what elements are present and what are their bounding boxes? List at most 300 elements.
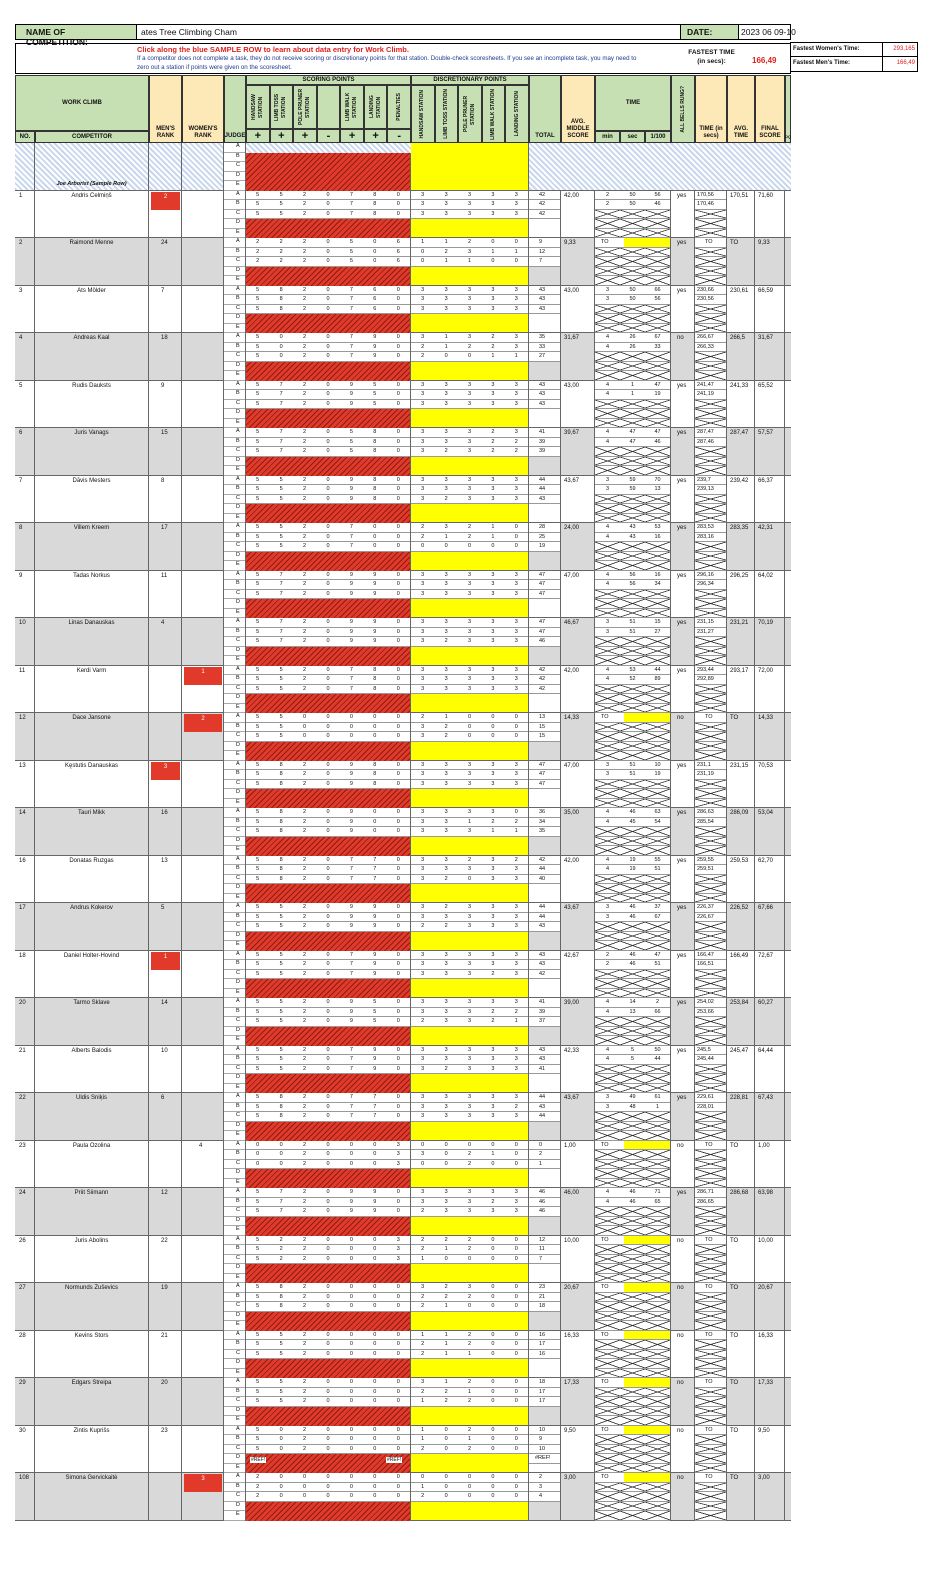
- score-value[interactable]: 0: [349, 1436, 353, 1442]
- discretionary-value[interactable]: 3: [444, 913, 448, 920]
- time-part[interactable]: 4: [595, 865, 620, 874]
- score-value[interactable]: 0: [396, 1379, 400, 1385]
- discretionary-value[interactable]: 2: [491, 970, 495, 977]
- time-part[interactable]: 51: [620, 628, 645, 637]
- score-value[interactable]: 5: [256, 448, 260, 454]
- time-part[interactable]: 89: [645, 675, 670, 684]
- score-value[interactable]: 0: [326, 714, 330, 720]
- discretionary-cells[interactable]: [411, 476, 529, 523]
- score-value[interactable]: 0: [396, 210, 400, 217]
- discretionary-value[interactable]: 3: [491, 904, 495, 910]
- discretionary-value[interactable]: 3: [467, 296, 472, 302]
- time-part[interactable]: 51: [620, 618, 645, 627]
- discretionary-cells[interactable]: [411, 903, 529, 950]
- discretionary-value[interactable]: 2: [467, 1331, 472, 1338]
- score-value[interactable]: 8: [279, 286, 283, 293]
- discretionary-value[interactable]: 3: [467, 581, 472, 587]
- discretionary-value[interactable]: 0: [514, 1255, 518, 1262]
- score-value[interactable]: 0: [326, 1094, 330, 1100]
- score-value[interactable]: 0: [326, 533, 330, 540]
- scoring-cells[interactable]: [246, 1378, 411, 1425]
- bells-rung[interactable]: no: [671, 333, 695, 380]
- discretionary-value[interactable]: 3: [514, 305, 518, 312]
- discretionary-value[interactable]: 1: [491, 828, 495, 834]
- discretionary-value[interactable]: 3: [421, 1189, 425, 1195]
- score-value[interactable]: 7: [279, 1189, 283, 1195]
- score-value[interactable]: 0: [373, 1293, 377, 1300]
- time-part[interactable]: 14: [620, 998, 645, 1007]
- score-value[interactable]: 5: [256, 1426, 260, 1433]
- score-value[interactable]: 0: [396, 913, 400, 920]
- bells-rung[interactable]: no: [671, 1236, 695, 1283]
- discretionary-value[interactable]: 2: [467, 1160, 472, 1167]
- score-value[interactable]: 9: [349, 780, 353, 787]
- discretionary-value[interactable]: 3: [514, 590, 518, 597]
- discretionary-value[interactable]: 0: [491, 1398, 495, 1404]
- discretionary-value[interactable]: 0: [514, 1293, 518, 1300]
- discretionary-value[interactable]: 2: [444, 1293, 448, 1300]
- discretionary-value[interactable]: 1: [444, 334, 448, 340]
- discretionary-value[interactable]: 3: [467, 970, 472, 977]
- discretionary-value[interactable]: 3: [444, 400, 448, 407]
- score-value[interactable]: 0: [396, 533, 400, 540]
- discretionary-value[interactable]: 2: [444, 1236, 448, 1243]
- discretionary-value[interactable]: 2: [491, 1018, 495, 1024]
- discretionary-cells[interactable]: [411, 1236, 529, 1283]
- scoring-cells[interactable]: [246, 1188, 411, 1235]
- table-row[interactable]: [15, 903, 791, 951]
- time-part[interactable]: 2: [595, 960, 620, 969]
- discretionary-value[interactable]: 3: [491, 780, 495, 787]
- score-value[interactable]: 5: [256, 875, 260, 882]
- score-value[interactable]: 2: [303, 1094, 307, 1100]
- discretionary-cells[interactable]: [411, 428, 529, 475]
- score-value[interactable]: 2: [303, 1189, 307, 1195]
- discretionary-value[interactable]: 2: [421, 533, 425, 540]
- score-value[interactable]: 7: [349, 951, 353, 958]
- score-value[interactable]: 8: [279, 305, 283, 312]
- discretionary-value[interactable]: 3: [421, 1056, 425, 1062]
- score-value[interactable]: 5: [279, 524, 283, 530]
- score-value[interactable]: 0: [326, 1236, 330, 1243]
- score-value[interactable]: 5: [256, 1246, 260, 1252]
- discretionary-value[interactable]: 2: [491, 1008, 495, 1015]
- time-part[interactable]: 55: [645, 856, 670, 865]
- discretionary-value[interactable]: 0: [514, 714, 518, 720]
- score-value[interactable]: 2: [303, 1255, 307, 1262]
- discretionary-cells[interactable]: [411, 856, 529, 903]
- score-value[interactable]: 8: [279, 771, 283, 777]
- time-part[interactable]: 4: [595, 998, 620, 1007]
- discretionary-value[interactable]: 3: [514, 210, 518, 217]
- discretionary-value[interactable]: 3: [514, 638, 518, 644]
- score-value[interactable]: 2: [303, 1331, 307, 1338]
- score-value[interactable]: 0: [373, 1341, 377, 1347]
- score-value[interactable]: 0: [373, 1493, 377, 1499]
- time-cells[interactable]: [595, 713, 671, 760]
- discretionary-value[interactable]: 2: [444, 448, 448, 454]
- dq-cell[interactable]: [785, 1378, 791, 1425]
- time-part[interactable]: 5: [620, 1055, 645, 1064]
- discretionary-value[interactable]: 0: [491, 1160, 495, 1167]
- time-cells[interactable]: [595, 381, 671, 428]
- score-value[interactable]: 0: [396, 761, 400, 768]
- discretionary-value[interactable]: 3: [491, 305, 495, 312]
- score-value[interactable]: 0: [396, 571, 400, 578]
- score-value[interactable]: 0: [396, 828, 400, 834]
- score-value[interactable]: 8: [373, 676, 377, 682]
- score-value[interactable]: 5: [279, 1331, 283, 1338]
- score-value[interactable]: 0: [279, 1426, 283, 1433]
- discretionary-value[interactable]: 3: [491, 619, 495, 625]
- discretionary-value[interactable]: 0: [514, 723, 518, 730]
- discretionary-value[interactable]: 0: [491, 1474, 495, 1480]
- time-part[interactable]: 19: [645, 390, 670, 399]
- discretionary-value[interactable]: 3: [421, 999, 425, 1005]
- discretionary-cells[interactable]: [411, 998, 529, 1045]
- discretionary-value[interactable]: 3: [421, 1065, 425, 1072]
- discretionary-value[interactable]: 3: [514, 951, 518, 958]
- table-row[interactable]: [15, 333, 791, 381]
- score-value[interactable]: 0: [396, 590, 400, 597]
- discretionary-value[interactable]: 3: [421, 771, 425, 777]
- discretionary-value[interactable]: 3: [444, 286, 448, 293]
- dq-cell[interactable]: [785, 286, 791, 333]
- discretionary-value[interactable]: 0: [514, 1141, 518, 1148]
- discretionary-value[interactable]: 2: [444, 495, 448, 502]
- time-part[interactable]: 46: [620, 1198, 645, 1207]
- score-value[interactable]: 2: [303, 1388, 307, 1395]
- score-value[interactable]: 7: [279, 429, 283, 435]
- score-value[interactable]: 0: [303, 733, 307, 739]
- time-part[interactable]: 26: [620, 333, 645, 342]
- discretionary-value[interactable]: 3: [444, 210, 448, 217]
- discretionary-value[interactable]: 3: [467, 590, 472, 597]
- score-value[interactable]: 5: [279, 1350, 283, 1357]
- score-value[interactable]: 0: [396, 904, 400, 910]
- time-cells[interactable]: [595, 1378, 671, 1425]
- discretionary-value[interactable]: 1: [421, 1331, 425, 1338]
- scoring-cells[interactable]: [246, 761, 411, 808]
- table-row[interactable]: [15, 666, 791, 714]
- score-value[interactable]: 2: [303, 1426, 307, 1433]
- score-value[interactable]: 7: [349, 961, 353, 967]
- score-value[interactable]: 0: [326, 961, 330, 967]
- score-value[interactable]: 0: [326, 1008, 330, 1015]
- discretionary-cells[interactable]: [411, 1188, 529, 1235]
- discretionary-value[interactable]: 2: [421, 1493, 425, 1499]
- score-value[interactable]: 0: [396, 1350, 400, 1357]
- discretionary-value[interactable]: 3: [421, 780, 425, 787]
- discretionary-value[interactable]: 0: [514, 1350, 518, 1357]
- bells-rung[interactable]: yes: [671, 903, 695, 950]
- score-value[interactable]: 0: [349, 1236, 353, 1243]
- score-value[interactable]: 0: [396, 1198, 400, 1205]
- score-value[interactable]: 8: [373, 191, 377, 198]
- time-part[interactable]: 16: [645, 533, 670, 542]
- score-value[interactable]: 0: [396, 524, 400, 530]
- score-value[interactable]: 5: [279, 733, 283, 739]
- score-value[interactable]: 0: [396, 495, 400, 502]
- discretionary-value[interactable]: 1: [514, 828, 518, 834]
- discretionary-value[interactable]: 2: [491, 429, 495, 435]
- score-value[interactable]: 0: [326, 476, 330, 483]
- score-value[interactable]: 5: [256, 1303, 260, 1309]
- time-part[interactable]: 13: [620, 1008, 645, 1017]
- discretionary-value[interactable]: 3: [467, 248, 472, 255]
- score-value[interactable]: 5: [279, 476, 283, 483]
- score-value[interactable]: 0: [373, 1483, 377, 1490]
- discretionary-value[interactable]: 3: [514, 685, 518, 692]
- discretionary-value[interactable]: 2: [514, 438, 518, 445]
- time-part[interactable]: 47: [620, 428, 645, 437]
- time-part[interactable]: 46: [620, 903, 645, 912]
- score-value[interactable]: 7: [349, 666, 353, 673]
- discretionary-value[interactable]: 3: [444, 666, 448, 673]
- discretionary-value[interactable]: 0: [514, 1331, 518, 1338]
- bells-rung[interactable]: no: [671, 1283, 695, 1330]
- table-row[interactable]: [15, 1046, 791, 1094]
- discretionary-value[interactable]: 2: [421, 524, 425, 530]
- score-value[interactable]: 0: [396, 1094, 400, 1100]
- time-part[interactable]: 4: [595, 533, 620, 542]
- score-value[interactable]: 0: [373, 543, 377, 549]
- score-value[interactable]: 2: [303, 970, 307, 977]
- discretionary-value[interactable]: 2: [421, 1236, 425, 1243]
- score-value[interactable]: 0: [396, 866, 400, 872]
- discretionary-value[interactable]: 2: [421, 1341, 425, 1347]
- time-part[interactable]: 44: [645, 666, 670, 675]
- discretionary-value[interactable]: 3: [467, 448, 472, 454]
- score-value[interactable]: 8: [279, 780, 283, 787]
- time-cells[interactable]: [595, 998, 671, 1045]
- score-value[interactable]: 2: [303, 286, 307, 293]
- score-value[interactable]: 7: [349, 533, 353, 540]
- bells-rung[interactable]: yes: [671, 191, 695, 238]
- score-value[interactable]: 5: [256, 429, 260, 435]
- discretionary-value[interactable]: 1: [444, 533, 448, 540]
- score-value[interactable]: 8: [279, 818, 283, 825]
- score-value[interactable]: 5: [256, 210, 260, 217]
- score-value[interactable]: 9: [349, 1008, 353, 1015]
- score-value[interactable]: 5: [373, 381, 377, 388]
- time-part[interactable]: 46: [645, 200, 670, 209]
- discretionary-value[interactable]: 3: [444, 524, 448, 530]
- discretionary-value[interactable]: 3: [421, 438, 425, 445]
- discretionary-value[interactable]: 3: [421, 676, 425, 682]
- discretionary-value[interactable]: 2: [467, 1379, 472, 1385]
- score-value[interactable]: 7: [349, 676, 353, 682]
- discretionary-value[interactable]: 0: [444, 1483, 448, 1490]
- score-value[interactable]: 0: [326, 856, 330, 863]
- score-value[interactable]: 0: [373, 1141, 377, 1148]
- discretionary-value[interactable]: 3: [444, 856, 448, 863]
- discretionary-value[interactable]: 3: [444, 628, 448, 635]
- scoring-cells[interactable]: [246, 191, 411, 238]
- score-value[interactable]: 2: [256, 258, 260, 264]
- sample-row[interactable]: [15, 143, 791, 191]
- time-part[interactable]: 4: [595, 808, 620, 817]
- discretionary-value[interactable]: 3: [514, 1198, 518, 1205]
- dq-cell[interactable]: [785, 618, 791, 665]
- scoring-cells[interactable]: [246, 1426, 411, 1473]
- score-value[interactable]: 9: [349, 1198, 353, 1205]
- discretionary-value[interactable]: 3: [467, 619, 472, 625]
- score-value[interactable]: 5: [279, 970, 283, 977]
- time-part[interactable]: 3: [595, 761, 620, 770]
- scoring-cells[interactable]: [246, 523, 411, 570]
- discretionary-value[interactable]: 3: [444, 771, 448, 777]
- score-value[interactable]: 0: [349, 1398, 353, 1404]
- discretionary-value[interactable]: 3: [444, 828, 448, 834]
- score-value[interactable]: 7: [349, 210, 353, 217]
- score-value[interactable]: 0: [279, 1141, 283, 1148]
- time-part[interactable]: 4: [595, 1055, 620, 1064]
- scoring-cells[interactable]: [246, 333, 411, 380]
- time-part[interactable]: 3: [595, 628, 620, 637]
- score-value[interactable]: 0: [326, 429, 330, 435]
- score-value[interactable]: 2: [303, 1436, 307, 1442]
- score-value[interactable]: 7: [373, 1113, 377, 1119]
- bells-rung[interactable]: yes: [671, 523, 695, 570]
- score-value[interactable]: 0: [326, 1426, 330, 1433]
- score-value[interactable]: 0: [303, 723, 307, 730]
- discretionary-value[interactable]: 0: [514, 1303, 518, 1309]
- time-part[interactable]: 4: [595, 1008, 620, 1017]
- discretionary-value[interactable]: 3: [491, 571, 495, 578]
- score-value[interactable]: 2: [303, 191, 307, 198]
- discretionary-value[interactable]: 3: [444, 818, 448, 825]
- score-value[interactable]: 7: [349, 685, 353, 692]
- score-value[interactable]: 0: [396, 1189, 400, 1195]
- score-value[interactable]: 0: [349, 1246, 353, 1252]
- score-value[interactable]: 5: [279, 1388, 283, 1395]
- table-row[interactable]: [15, 1141, 791, 1189]
- score-value[interactable]: 8: [373, 448, 377, 454]
- score-value[interactable]: 5: [279, 913, 283, 920]
- time-part[interactable]: 65: [645, 1198, 670, 1207]
- table-row[interactable]: [15, 713, 791, 761]
- discretionary-value[interactable]: 1: [421, 239, 425, 245]
- score-value[interactable]: 0: [396, 1056, 400, 1062]
- score-value[interactable]: 0: [373, 1398, 377, 1404]
- score-value[interactable]: 2: [303, 619, 307, 625]
- discretionary-cells[interactable]: [411, 523, 529, 570]
- discretionary-value[interactable]: 0: [491, 1236, 495, 1243]
- score-value[interactable]: 0: [326, 1350, 330, 1357]
- time-part[interactable]: 4: [595, 1188, 620, 1197]
- score-value[interactable]: 5: [279, 1056, 283, 1062]
- discretionary-value[interactable]: 3: [491, 1113, 495, 1119]
- score-value[interactable]: 7: [279, 590, 283, 597]
- discretionary-value[interactable]: 0: [467, 1493, 472, 1499]
- score-value[interactable]: 0: [396, 286, 400, 293]
- score-value[interactable]: 2: [303, 961, 307, 967]
- time-part[interactable]: 1: [620, 381, 645, 390]
- score-value[interactable]: 0: [373, 818, 377, 825]
- bells-rung[interactable]: yes: [671, 808, 695, 855]
- discretionary-cells[interactable]: [411, 571, 529, 618]
- score-value[interactable]: 7: [279, 438, 283, 445]
- score-value[interactable]: 0: [396, 961, 400, 967]
- discretionary-value[interactable]: 0: [491, 1255, 495, 1262]
- discretionary-value[interactable]: 3: [491, 856, 495, 863]
- score-value[interactable]: 0: [396, 1018, 400, 1024]
- score-value[interactable]: 0: [326, 1189, 330, 1195]
- discretionary-value[interactable]: 1: [491, 533, 495, 540]
- scoring-cells[interactable]: [246, 998, 411, 1045]
- discretionary-value[interactable]: 3: [491, 866, 495, 872]
- score-value[interactable]: 5: [256, 913, 260, 920]
- dq-cell[interactable]: [785, 1188, 791, 1235]
- discretionary-value[interactable]: 3: [491, 676, 495, 682]
- discretionary-value[interactable]: 3: [444, 296, 448, 302]
- discretionary-value[interactable]: 3: [514, 201, 518, 207]
- score-value[interactable]: 0: [326, 305, 330, 312]
- score-value[interactable]: 2: [303, 391, 307, 397]
- score-value[interactable]: 8: [373, 486, 377, 492]
- score-value[interactable]: 0: [326, 999, 330, 1005]
- score-value[interactable]: 6: [373, 296, 377, 302]
- discretionary-value[interactable]: 0: [444, 1141, 448, 1148]
- score-value[interactable]: 0: [326, 1198, 330, 1205]
- discretionary-value[interactable]: 0: [467, 875, 472, 882]
- score-value[interactable]: 0: [326, 1436, 330, 1442]
- score-value[interactable]: 9: [373, 353, 377, 359]
- score-value[interactable]: 0: [396, 1065, 400, 1072]
- score-value[interactable]: 7: [373, 1103, 377, 1110]
- score-value[interactable]: 0: [326, 191, 330, 198]
- time-cells[interactable]: [595, 238, 671, 285]
- score-value[interactable]: 0: [326, 391, 330, 397]
- score-value[interactable]: 2: [303, 1303, 307, 1309]
- discretionary-value[interactable]: 3: [491, 1065, 495, 1072]
- discretionary-value[interactable]: 3: [444, 685, 448, 692]
- score-value[interactable]: 7: [373, 856, 377, 863]
- score-value[interactable]: 5: [256, 1103, 260, 1110]
- discretionary-value[interactable]: 2: [467, 1445, 472, 1452]
- score-value[interactable]: 2: [303, 818, 307, 825]
- time-part[interactable]: 4: [595, 343, 620, 352]
- score-value[interactable]: 0: [326, 590, 330, 597]
- score-value[interactable]: 7: [349, 191, 353, 198]
- score-value[interactable]: 0: [326, 951, 330, 958]
- discretionary-value[interactable]: 3: [491, 1103, 495, 1110]
- discretionary-value[interactable]: 3: [421, 666, 425, 673]
- score-value[interactable]: 0: [396, 1113, 400, 1119]
- score-value[interactable]: 0: [326, 1255, 330, 1262]
- discretionary-value[interactable]: 3: [444, 1113, 448, 1119]
- score-value[interactable]: 5: [279, 961, 283, 967]
- score-value[interactable]: 8: [373, 666, 377, 673]
- discretionary-value[interactable]: 3: [467, 913, 472, 920]
- discretionary-value[interactable]: 0: [491, 1445, 495, 1452]
- score-value[interactable]: 0: [373, 1284, 377, 1290]
- discretionary-value[interactable]: 3: [467, 571, 472, 578]
- score-value[interactable]: 7: [373, 875, 377, 882]
- discretionary-value[interactable]: 3: [444, 999, 448, 1005]
- table-row[interactable]: [15, 191, 791, 239]
- discretionary-value[interactable]: 1: [467, 1436, 472, 1442]
- discretionary-value[interactable]: 3: [491, 581, 495, 587]
- score-value[interactable]: 9: [373, 913, 377, 920]
- score-value[interactable]: 0: [326, 400, 330, 407]
- score-value[interactable]: 0: [396, 856, 400, 863]
- discretionary-cells[interactable]: [411, 1331, 529, 1378]
- score-value[interactable]: 7: [349, 1065, 353, 1072]
- time-part[interactable]: 2: [595, 191, 620, 200]
- scoring-cells[interactable]: [246, 1283, 411, 1330]
